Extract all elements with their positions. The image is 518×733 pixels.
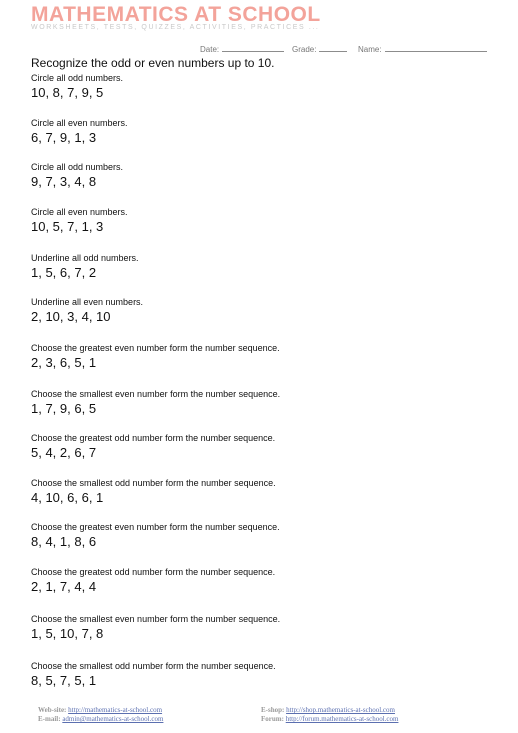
question-3 (31, 162, 123, 190)
worksheet-title: Recognize the odd or even numbers up to 10. (31, 56, 275, 70)
number-sequence: 10, 8, 7, 9, 5 (31, 85, 104, 100)
question-instruction: Choose the smallest even number form the number sequence. (31, 389, 281, 399)
forum-label: Forum: (261, 715, 284, 723)
question-10 (31, 478, 276, 506)
question-instruction: Choose the smallest odd number form the number sequence. (31, 478, 276, 488)
site-tagline: WORKSHEETS, TESTS, QUIZZES, ACTIVITIES, PRACTICES ... (31, 24, 320, 31)
question-13 (31, 614, 280, 642)
email-label: E-mail: (38, 715, 61, 723)
question-instruction: Choose the greatest odd number form the number sequence. (31, 567, 276, 577)
eshop-label: E-shop: (261, 706, 285, 714)
forum-link[interactable]: http://forum.mathematics-at-school.com (285, 715, 399, 723)
date-label: Date: (200, 45, 220, 54)
question-9 (31, 433, 275, 461)
question-6 (31, 297, 143, 325)
number-sequence: 1, 5, 10, 7, 8 (31, 626, 104, 641)
number-sequence: 10, 5, 7, 1, 3 (31, 219, 104, 234)
question-8 (31, 389, 280, 417)
question-instruction: Circle all even numbers. (31, 207, 128, 217)
eshop-link[interactable]: http://shop.mathematics-at-school.com (286, 706, 395, 714)
question-1 (31, 73, 123, 101)
question-4 (31, 207, 128, 235)
question-instruction: Choose the smallest odd number form the number sequence. (31, 661, 276, 671)
number-sequence: 2, 10, 3, 4, 10 (31, 309, 111, 324)
date-line[interactable] (222, 43, 284, 52)
number-sequence: 1, 5, 6, 7, 2 (31, 265, 97, 280)
footer-right (261, 706, 398, 724)
email-link[interactable]: admin@mathematics-at-school.com (62, 715, 164, 723)
grade-field[interactable] (292, 43, 347, 54)
question-5 (31, 253, 139, 281)
question-12 (31, 567, 275, 595)
question-instruction: Choose the greatest even number form the number sequence. (31, 522, 280, 532)
site-logo-title: MATHEMATICS AT SCHOOL (31, 3, 321, 26)
date-field[interactable] (200, 43, 284, 54)
number-sequence: 9, 7, 3, 4, 8 (31, 174, 97, 189)
question-7 (31, 343, 280, 371)
name-line[interactable] (385, 43, 487, 52)
number-sequence: 2, 3, 6, 5, 1 (31, 355, 97, 370)
question-14 (31, 661, 276, 689)
number-sequence: 1, 7, 9, 6, 5 (31, 401, 97, 416)
question-instruction: Circle all even numbers. (31, 118, 128, 128)
name-field[interactable] (358, 43, 487, 54)
number-sequence: 6, 7, 9, 1, 3 (31, 130, 97, 145)
grade-line[interactable] (319, 43, 347, 52)
number-sequence: 4, 10, 6, 6, 1 (31, 490, 104, 505)
number-sequence: 8, 4, 1, 8, 6 (31, 534, 97, 549)
number-sequence: 8, 5, 7, 5, 1 (31, 673, 97, 688)
question-11 (31, 522, 280, 550)
website-link[interactable]: http://mathematics-at-school.com (68, 706, 163, 714)
question-instruction: Underline all odd numbers. (31, 253, 139, 263)
question-instruction: Choose the greatest even number form the number sequence. (31, 343, 280, 353)
number-sequence: 2, 1, 7, 4, 4 (31, 579, 97, 594)
website-label: Web-site: (38, 706, 67, 714)
question-instruction: Underline all even numbers. (31, 297, 144, 307)
question-instruction: Circle all odd numbers. (31, 162, 124, 172)
question-instruction: Circle all odd numbers. (31, 73, 124, 83)
question-instruction: Choose the greatest odd number form the number sequence. (31, 433, 276, 443)
question-2 (31, 118, 128, 146)
footer-left (38, 706, 163, 724)
grade-label: Grade: (292, 45, 317, 54)
name-label: Name: (358, 45, 382, 54)
question-instruction: Choose the smallest even number form the number sequence. (31, 614, 281, 624)
number-sequence: 5, 4, 2, 6, 7 (31, 445, 97, 460)
